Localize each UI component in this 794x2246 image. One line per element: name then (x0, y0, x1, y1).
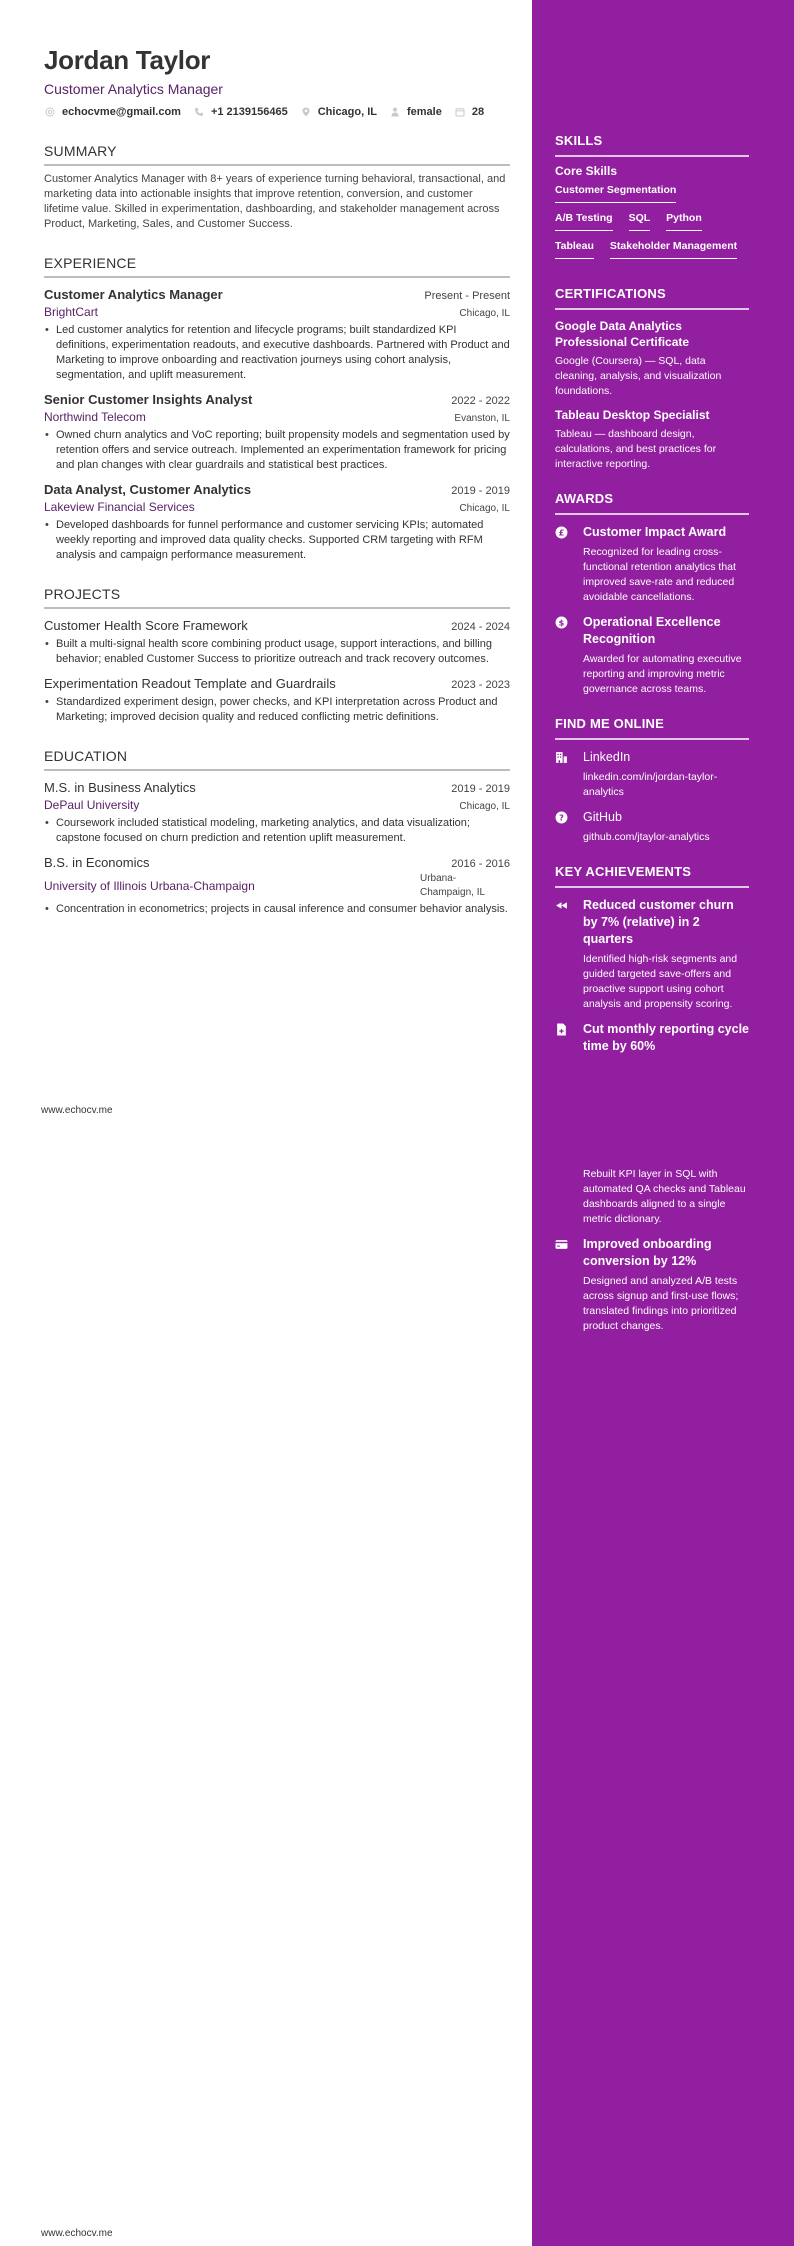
footer-website-page1[interactable]: www.echocv.me (41, 1105, 113, 1116)
achievement-desc: Designed and analyzed A/B tests across signup and first-use flows; translated findings into prioritized product changes. (583, 1275, 739, 1332)
job-title: Customer Analytics Manager (44, 287, 223, 302)
award-title: Operational Excellence Recognition (583, 615, 721, 646)
online-title: LinkedIn (583, 750, 631, 764)
project-entry (44, 617, 510, 667)
education-bullet: • Coursework included statistical modeling, marketing analytics, and data visualization; capstone focused on churn prediction and retention uplift measurement. (44, 816, 510, 846)
help-circle-icon (555, 809, 583, 845)
online-section (555, 715, 749, 845)
degree-title: M.S. in Business Analytics (44, 780, 196, 795)
skills-section (555, 132, 749, 267)
sidebar (555, 132, 749, 1073)
phone-icon (193, 106, 205, 118)
contact-email[interactable] (44, 104, 181, 120)
skills-heading: SKILLS (555, 132, 749, 157)
awards-section (555, 490, 749, 697)
school-name: University of Illinois Urbana-Champaign (44, 878, 255, 893)
person-icon (389, 106, 401, 118)
main-column (44, 44, 510, 917)
job-location: Chicago, IL (459, 308, 510, 319)
online-entry-github[interactable] (555, 809, 749, 845)
project-title: Experimentation Readout Template and Guardrails (44, 676, 336, 691)
email-value: echocvme@gmail.com (62, 106, 181, 118)
skill-tag: SQL (629, 211, 651, 231)
skill-tag: Tableau (555, 239, 594, 259)
age-value: 28 (471, 106, 485, 118)
job-location: Chicago, IL (459, 503, 510, 514)
school-location: Urbana-Champaign, IL (420, 873, 486, 898)
experience-heading: EXPERIENCE (44, 254, 510, 278)
summary-heading: SUMMARY (44, 142, 510, 166)
contact-age (454, 104, 484, 120)
achievement-entry (555, 897, 749, 1012)
at-icon (44, 106, 56, 118)
job-title: Senior Customer Insights Analyst (44, 392, 253, 407)
candidate-role: Customer Analytics Manager (44, 81, 223, 97)
education-bullet: • Concentration in econometrics; projects in causal inference and consumer behavior analysis. (44, 902, 510, 917)
project-dates: 2023 - 2023 (451, 679, 510, 691)
location-value: Chicago, IL (317, 106, 377, 118)
online-entry-linkedin[interactable] (555, 749, 749, 800)
contact-bar (44, 104, 510, 120)
phone-value: +1 2139156465 (210, 106, 288, 118)
achievement-entry (555, 1236, 749, 1334)
experience-entry (44, 391, 510, 473)
certifications-section (555, 285, 749, 472)
online-title: GitHub (583, 810, 622, 824)
education-dates: 2016 - 2016 (451, 858, 510, 870)
file-plus-icon (555, 1021, 583, 1055)
skill-tag: Stakeholder Management (610, 239, 737, 259)
contact-phone[interactable] (193, 104, 288, 120)
project-entry (44, 675, 510, 725)
projects-section (44, 585, 510, 725)
projects-heading: PROJECTS (44, 585, 510, 609)
certification-name: Tableau Desktop Specialist (555, 408, 710, 422)
project-dates: 2024 - 2024 (451, 621, 510, 633)
education-section (44, 747, 510, 917)
skill-tag: A/B Testing (555, 211, 613, 231)
svg-text:£: £ (558, 527, 565, 538)
job-bullet: • Owned churn analytics and VoC reporting; built propensity models and segmentation used by retention offers and service outreach. Implemented an experimentation framework for pricing and plan changes with clear guardrails and statistical best practices. (44, 428, 510, 473)
company-name: BrightCart (44, 305, 99, 319)
job-bullet: • Led customer analytics for retention and lifecycle programs; built standardized KPI definitions, experimentation readouts, and executive dashboards. Partnered with Product and Marketing to improve onboarding and reactivation journeys using cohort analysis, segmentation, and uplift measurement. (44, 323, 510, 383)
candidate-name: Jordan Taylor (44, 45, 211, 75)
skills-group-title: Core Skills (555, 164, 618, 178)
github-link[interactable]: github.com/jtaylor-analytics (583, 831, 710, 843)
certifications-heading: CERTIFICATIONS (555, 285, 749, 310)
job-dates: Present - Present (424, 290, 510, 302)
education-dates: 2019 - 2019 (451, 783, 510, 795)
experience-entry (44, 286, 510, 383)
credit-card-icon (555, 1236, 583, 1334)
online-heading: FIND ME ONLINE (555, 715, 749, 740)
svg-text:$: $ (558, 617, 565, 628)
certification-desc: Google (Coursera) — SQL, data cleaning, analysis, and visualization foundations. (555, 355, 722, 397)
experience-entry (44, 481, 510, 563)
summary-section (44, 142, 510, 232)
linkedin-link[interactable]: linkedin.com/in/jordan-taylor-analytics (583, 771, 718, 798)
degree-title: B.S. in Economics (44, 855, 150, 870)
achievements-section (555, 863, 749, 1055)
gender-value: female (407, 106, 442, 118)
certification-name: Google Data Analytics Professional Certificate (555, 319, 690, 349)
achievement-title: Reduced customer churn by 7% (relative) in 2 quarters (583, 898, 734, 946)
skills-list (555, 183, 749, 267)
school-name: DePaul University (44, 798, 140, 812)
skill-tag: Customer Segmentation (555, 183, 676, 203)
building-icon (555, 749, 583, 800)
award-title: Customer Impact Award (583, 525, 727, 539)
certification-desc: Tableau — dashboard design, calculations, and best practices for interactive reporting. (555, 428, 717, 470)
award-desc: Recognized for leading cross-functional retention analytics that improved save-rate and reduced avoidable cancellations. (583, 546, 736, 603)
job-dates: 2019 - 2019 (451, 485, 510, 497)
education-heading: EDUCATION (44, 747, 510, 771)
experience-section (44, 254, 510, 563)
achievement-desc: Identified high-risk segments and guided targeted save-offers and proactive support using cohort analysis and propensity scoring. (583, 953, 738, 1010)
job-dates: 2022 - 2022 (451, 395, 510, 407)
achievement-title: Improved onboarding conversion by 12% (583, 1237, 712, 1268)
achievement-title: Cut monthly reporting cycle time by 60% (583, 1022, 749, 1053)
dollar-coin-icon (555, 614, 583, 697)
job-location: Evanston, IL (454, 413, 510, 424)
company-name: Lakeview Financial Services (44, 500, 195, 514)
project-bullet: • Built a multi-signal health score combining product usage, support interactions, and billing behavior; enabled Customer Success to prioritize outreach and track recovery outcomes. (44, 637, 510, 667)
education-entry (44, 779, 510, 846)
project-bullet: • Standardized experiment design, power checks, and KPI interpretation across Product and Marketing; improved decision quality and reduced conflicting metric definitions. (44, 695, 510, 725)
award-entry (555, 614, 749, 697)
project-title: Customer Health Score Framework (44, 618, 248, 633)
footer-website-page2[interactable]: www.echocv.me (41, 2228, 113, 2239)
company-name: Northwind Telecom (44, 410, 146, 424)
skill-tag: Python (666, 211, 702, 231)
contact-location (300, 104, 377, 120)
summary-text: Customer Analytics Manager with 8+ years of experience turning behavioral, transactional, and marketing data into actionable insights that improve retention, conversion, and customer lifetime value. Skilled in experimentation, dashboarding, and stakeholder management across Product, Marketing, Sales, and Customer Success. (44, 173, 506, 230)
calendar-icon (454, 106, 466, 118)
rewind-icon (555, 897, 583, 1012)
award-entry (555, 524, 749, 605)
location-pin-icon (300, 106, 312, 118)
school-location: Chicago, IL (459, 801, 510, 812)
job-bullet: • Developed dashboards for funnel performance and customer servicing KPIs; automated weekly reporting and improved data quality checks. Supported CRM targeting with RFM analysis and campaign performance measurement. (44, 518, 510, 563)
education-entry (44, 854, 510, 917)
achievement-entry (555, 1021, 749, 1055)
sidebar-continued (583, 1167, 749, 1334)
award-desc: Awarded for automating executive reporting and improving metric governance across teams. (583, 653, 742, 695)
job-title: Data Analyst, Customer Analytics (44, 482, 252, 497)
pound-coin-icon (555, 524, 583, 605)
achievements-heading: KEY ACHIEVEMENTS (555, 863, 749, 888)
contact-gender (389, 104, 442, 120)
achievement-desc: Rebuilt KPI layer in SQL with automated QA checks and Tableau dashboards aligned to a single metric dictionary. (583, 1168, 746, 1225)
svg-text:?: ? (559, 812, 564, 823)
awards-heading: AWARDS (555, 490, 749, 515)
